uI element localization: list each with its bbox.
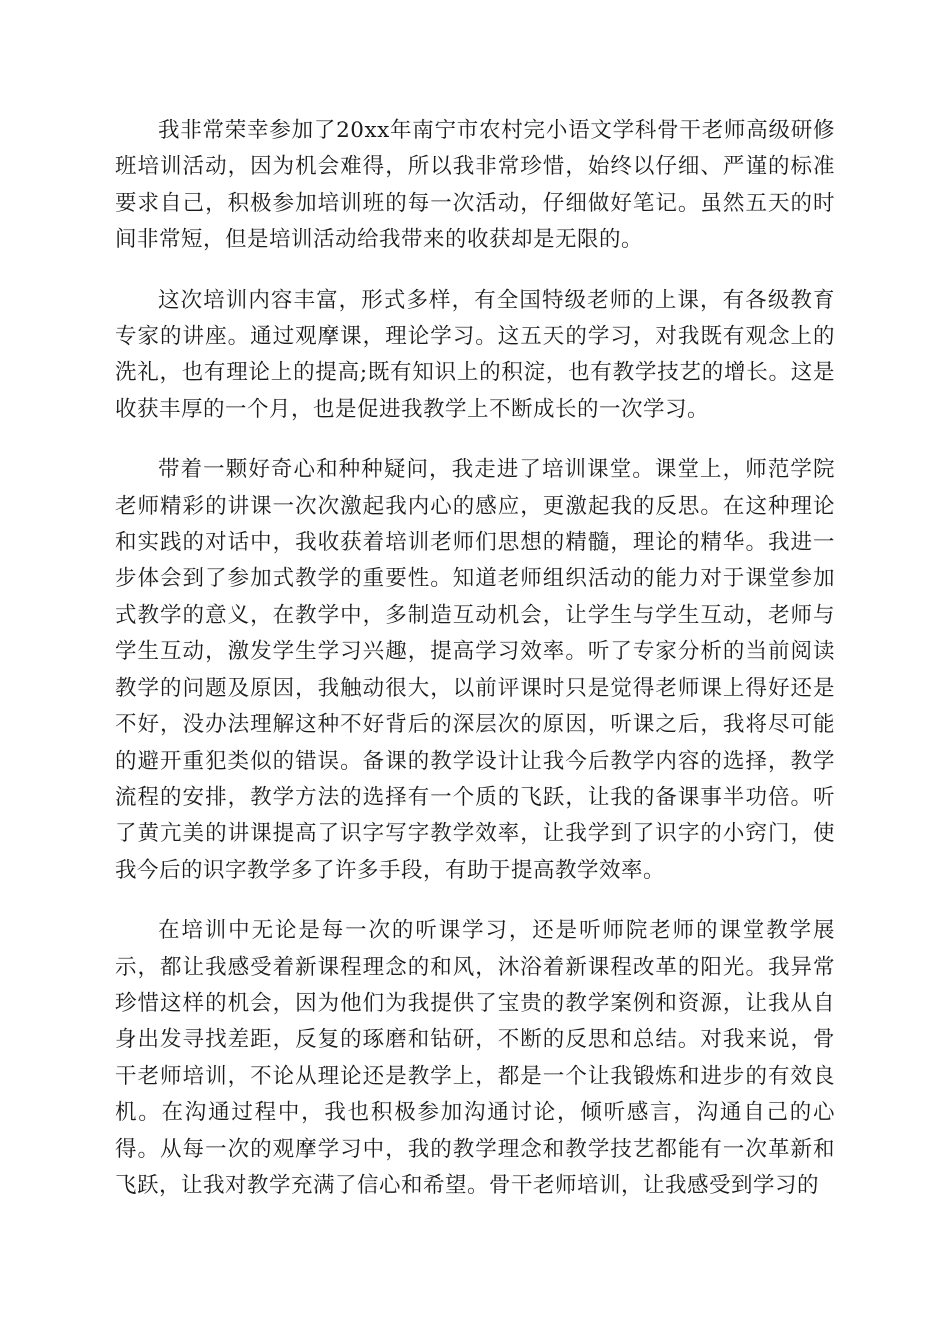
paragraph-4: 在培训中无论是每一次的听课学习，还是听师院老师的课堂教学展示，都让我感受着新课程理念的和风，沐浴着新课程改革的阳光。我异常珍惜这样的机会，因为他们为我提供了宝贵的教学案例和资源，让我从自身出发寻找差距，反复的琢磨和钻研，不断的反思和总结。对我来说，骨干老师培训，不论从理论还是教学上，都是一个让我锻炼和进步的有效良机。在沟通过程中，我也积极参加沟通讨论，倾听感言，沟通自己的心得。从每一次的观摩学习中，我的教学理念和教学技艺都能有一次革新和飞跃，让我对教学充满了信心和希望。骨干老师培训，让我感受到学习的 — [115, 918, 835, 1198]
paragraph-2: 这次培训内容丰富，形式多样，有全国特级老师的上课，有各级教育专家的讲座。通过观摩课，理论学习。这五天的学习，对我既有观念上的洗礼，也有理论上的提高;既有知识上的积淀，也有教学技艺的增长。这是收获丰厚的一个月，也是促进我教学上不断成长的一次学习。 — [115, 287, 835, 422]
document-body — [115, 113, 835, 1228]
paragraph-1: 我非常荣幸参加了20xx年南宁市农村完小语文学科骨干老师高级研修班培训活动，因为机会难得，所以我非常珍惜，始终以仔细、严谨的标准要求自己，积极参加培训班的每一次活动，仔细做好笔记。虽然五天的时间非常短，但是培训活动给我带来的收获却是无限的。 — [115, 118, 835, 253]
paragraph-3: 带着一颗好奇心和种种疑问，我走进了培训课堂。课堂上，师范学院老师精彩的讲课一次次激起我内心的感应，更激起我的反思。在这种理论和实践的对话中，我收获着培训老师们思想的精髓，理论的精华。我进一步体会到了参加式教学的重要性。知道老师组织活动的能力对于课堂参加式教学的意义，在教学中，多制造互动机会，让学生与学生互动，老师与学生互动，激发学生学习兴趣，提高学习效率。听了专家分析的当前阅读教学的问题及原因，我触动很大，以前评课时只是觉得老师课上得好还是不好，没办法理解这种不好背后的深层次的原因，听课之后，我将尽可能的避开重犯类似的错误。备课的教学设计让我今后教学内容的选择，教学流程的安排，教学方法的选择有一个质的飞跃，让我的备课事半功倍。听了黄亢美的讲课提高了识字写字教学效率，让我学到了识字的小窍门，使我今后的识字教学多了许多手段，有助于提高教学效率。 — [115, 457, 835, 883]
